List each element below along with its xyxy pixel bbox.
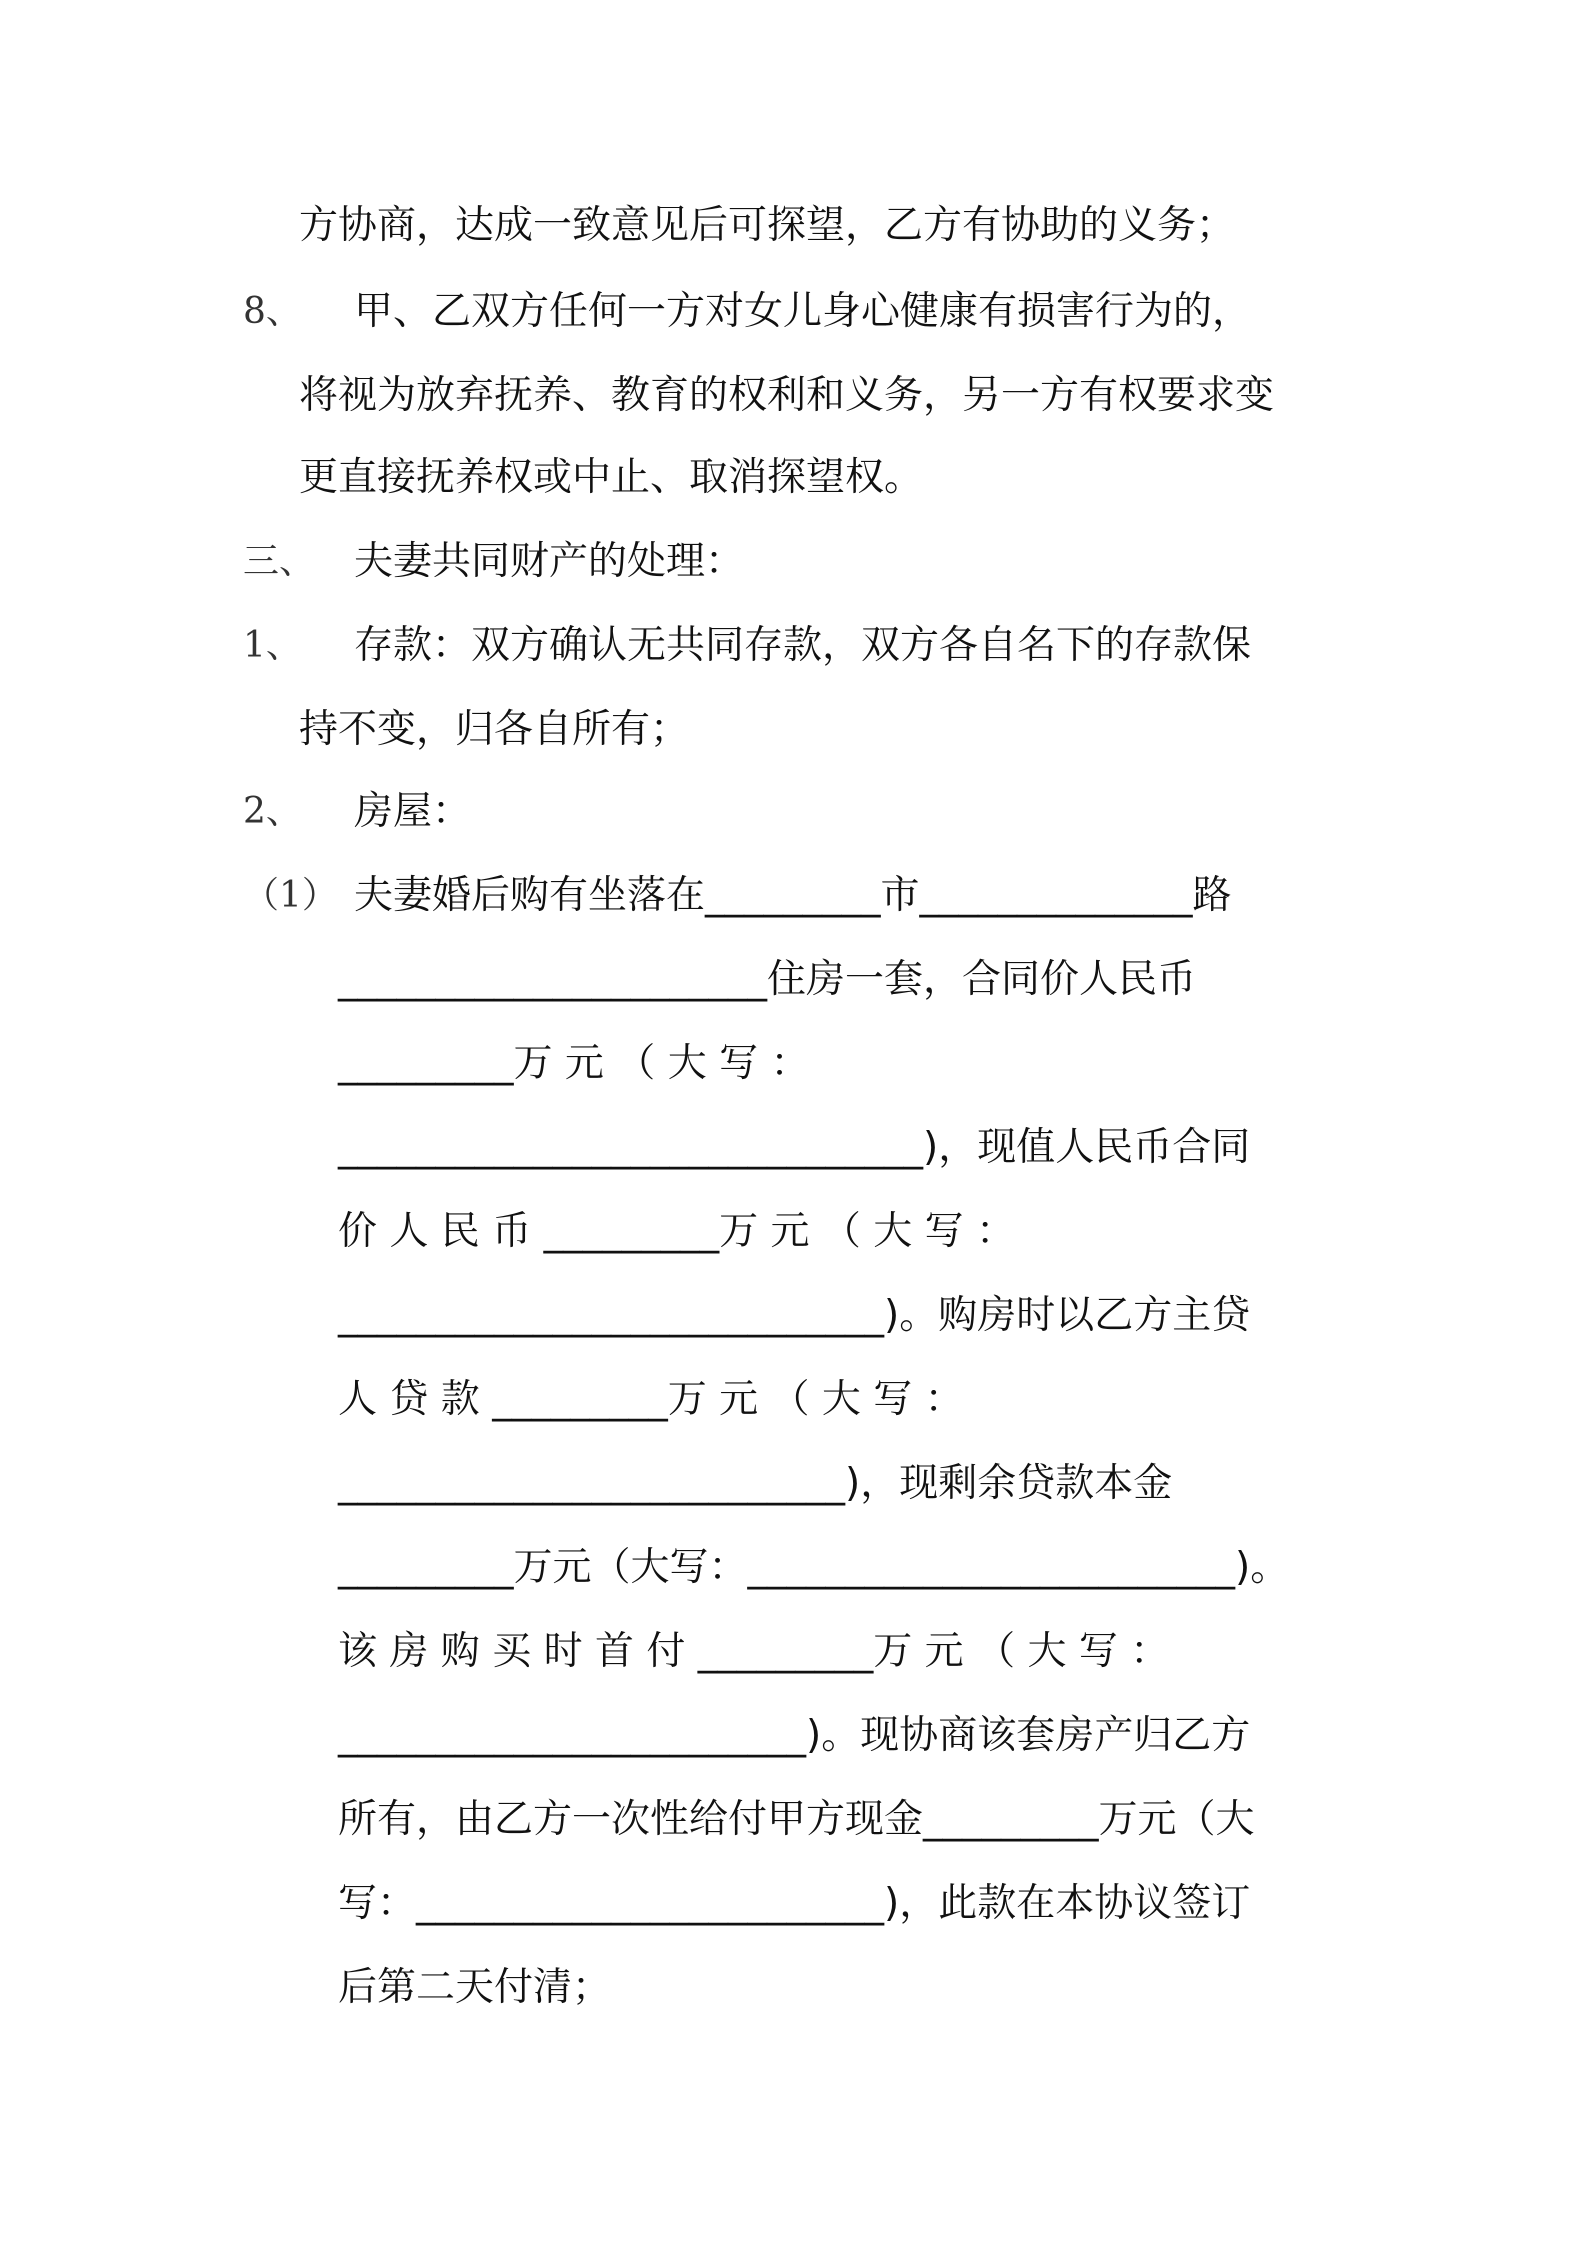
text-line-19: 写：________________________)，此款在本协议签订 bbox=[338, 1881, 1251, 1926]
text-line-4: 更直接抚养权或中止、取消探望权。 bbox=[299, 455, 924, 500]
text-line-1: 方协商，达成一致意见后可探望，乙方有协助的义务； bbox=[299, 203, 1236, 248]
text-line-11: 价 人 民 币 _________万 元 （ 大 写 ： bbox=[338, 1209, 1016, 1254]
item-number-1: 1、 bbox=[243, 625, 302, 666]
text-line-9: _________万 元 （ 大 写 ： bbox=[338, 1041, 810, 1086]
text-line-2: 甲、乙双方任何一方对女儿身心健康有损害行为的， bbox=[354, 289, 1252, 334]
sub-item-number-1: （1） bbox=[243, 875, 338, 916]
text-line-13: 人 贷 款 _________万 元 （ 大 写 ： bbox=[338, 1377, 964, 1422]
text-line-5: 存款：双方确认无共同存款，双方各自名下的存款保 bbox=[354, 623, 1252, 668]
text-line-16: 该 房 购 买 时 首 付 _________万 元 （ 大 写 ： bbox=[338, 1629, 1170, 1674]
section-title: 夫妻共同财产的处理： bbox=[354, 539, 745, 584]
house-heading: 房屋： bbox=[354, 789, 472, 834]
text-line-15: _________万元（大写：_________________________)。 bbox=[338, 1545, 1290, 1590]
text-line-20: 后第二天付清； bbox=[338, 1965, 612, 2010]
text-line-6: 持不变，归各自所有； bbox=[299, 707, 690, 752]
text-line-8: ______________________住房一套，合同价人民币 bbox=[338, 957, 1197, 1002]
text-line-12: ____________________________)。购房时以乙方主贷 bbox=[338, 1293, 1251, 1338]
text-line-3: 将视为放弃抚养、教育的权利和义务，另一方有权要求变 bbox=[299, 373, 1275, 418]
text-line-10: ______________________________)，现值人民币合同 bbox=[338, 1125, 1251, 1170]
text-line-7: 夫妻婚后购有坐落在_________市______________路 bbox=[354, 873, 1232, 918]
item-number-2: 2、 bbox=[243, 791, 302, 832]
text-line-18: 所有，由乙方一次性给付甲方现金_________万元（大 bbox=[338, 1797, 1255, 1842]
text-line-14: __________________________)，现剩余贷款本金 bbox=[338, 1461, 1173, 1506]
item-number-8: 8、 bbox=[243, 291, 302, 332]
text-line-17: ________________________)。现协商该套房产归乙方 bbox=[338, 1713, 1251, 1758]
section-number-3: 三、 bbox=[243, 541, 316, 582]
